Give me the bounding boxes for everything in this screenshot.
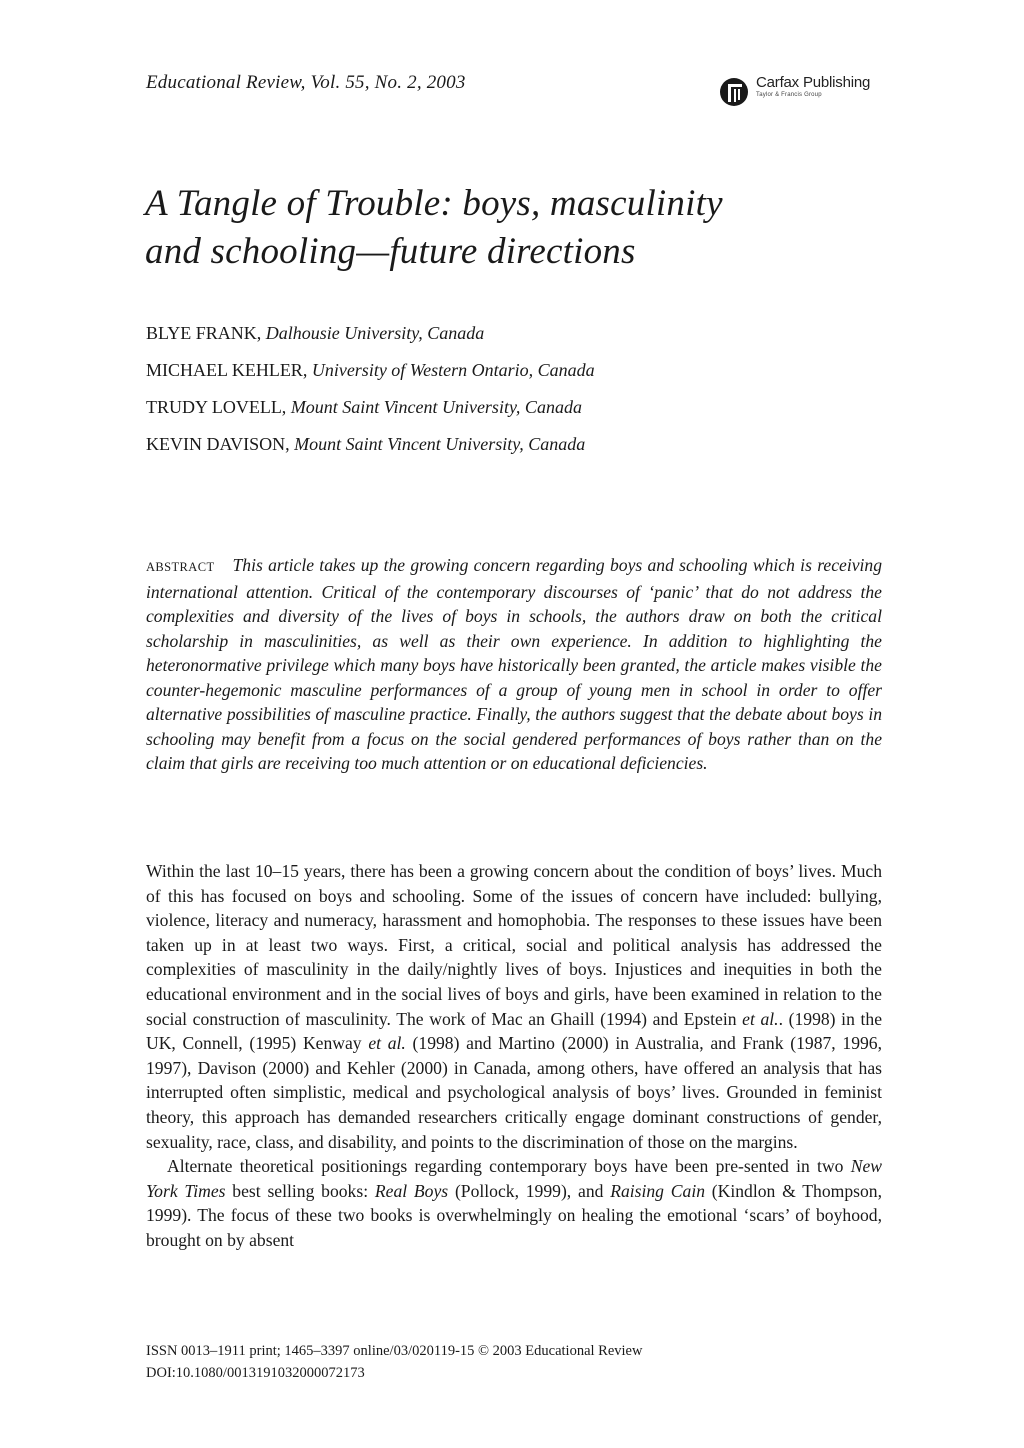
body-text-run: best selling books: [225, 1180, 375, 1201]
author-name: BLYE FRANK, [146, 323, 262, 343]
author-item [146, 356, 886, 393]
author-affiliation: Mount Saint Vincent University, Canada [294, 434, 586, 454]
author-item [146, 430, 886, 467]
footer [146, 1340, 642, 1384]
article-title-line-1: A Tangle of Trouble: boys, masculinity [145, 183, 723, 224]
doi-line: DOI:10.1080/0013191032000072173 [146, 1365, 365, 1381]
article-title-line-2: and schooling—future directions [145, 231, 636, 272]
abstract-text: This article takes up the growing concern regarding boys and schooling which is receiving international attention. Critical of the contemporary discourses of ‘panic’ that do not address the complexities and diversity of the lives of boys in schools, the authors draw on both the critical scholarship in masculinities, as well as their own experience. In addition to highlighting the heteronormative privilege which many boys have historically been granted, the article makes visible the counter-hegemonic masculine performances of a group of young men in school in order to offer alternative possibilities of masculine practice. Finally, the authors suggest that the debate about boys in schooling may benefit from a focus on the social gendered performances of boys rather than on the claim that girls are receiving too much attention or on educational deficiencies. [146, 555, 882, 773]
body-text-italic: et al. [368, 1033, 406, 1054]
body-text-run: Alternate theoretical positionings regarding contemporary boys have been pre-sented in two [167, 1156, 851, 1177]
author-affiliation: Mount Saint Vincent University, Canada [290, 397, 582, 417]
body-text-run: (Kindlon & Thompson, 1999). The focus of these two books is overwhelmingly on healing the emotional ‘scars’ of boyhood, brought on by absent [146, 1180, 882, 1250]
publisher-group: Taylor & Francis Group [756, 92, 822, 98]
author-item [146, 393, 886, 430]
body-paragraph-1 [146, 859, 882, 1154]
author-name: MICHAEL KEHLER, [146, 360, 308, 380]
publisher-mark [718, 70, 898, 110]
author-affiliation: University of Western Ontario, Canada [311, 360, 595, 380]
issn-line: ISSN 0013–1911 print; 1465–3397 online/03/020119-15 © 2003 Educational Review [146, 1343, 643, 1359]
abstract-label: ABSTRACT [146, 560, 215, 574]
carfax-logo-icon [718, 74, 752, 108]
body-text [146, 859, 882, 1253]
body-text-italic: Raising Cain [610, 1180, 705, 1201]
body-text-run: (Pollock, 1999), and [448, 1180, 611, 1201]
body-text-run: . (1998) in the UK, Connell, (1995) Kenway [146, 1008, 883, 1054]
publisher-name: Carfax Publishing [756, 74, 871, 91]
article-title [145, 180, 885, 276]
body-text-run: Within the last 10–15 years, there has been a growing concern about the condition of boys’ lives. Much of this has focused on boys and schooling. Some of the issues of concern have included: bullying, violence, literacy and numeracy, harassment and homophobia. The responses to these issues have been taken up in at least two ways. First, a critical, social and political analysis has addressed the complexities of masculinity in the daily/nightly lives of boys. Injustices and inequities in both the educational environment and in the social lives of boys and girls, have been examined in relation to the social construction of masculinity. The work of Mac an Ghaill (1994) and Epstein [146, 861, 882, 1029]
body-text-italic: Real Boys [374, 1180, 449, 1201]
body-text-italic: New York Times [146, 1156, 882, 1201]
author-name: KEVIN DAVISON, [146, 434, 290, 454]
author-item [146, 319, 886, 356]
author-list [146, 319, 886, 467]
author-affiliation: Dalhousie University, Canada [265, 323, 485, 343]
journal-citation: Educational Review, Vol. 55, No. 2, 2003 [146, 72, 466, 93]
body-text-italic: et al. [742, 1008, 779, 1029]
abstract [146, 553, 882, 776]
author-name: TRUDY LOVELL, [146, 397, 287, 417]
body-text-run: (1998) and Martino (2000) in Australia, and Frank (1987, 1996, 1997), Davison (2000) and Kehler (2000) in Canada, among others, have offered an analysis that has interrupted often simplistic, medical and psychological analysis of boys’ lives. Grounded in feminist theory, this approach has demanded researchers critically engage dominant constructions of gender, sexuality, race, class, and disability, and points to the discrimination of those on the margins. [146, 1033, 882, 1152]
body-paragraph-2 [146, 1154, 882, 1252]
